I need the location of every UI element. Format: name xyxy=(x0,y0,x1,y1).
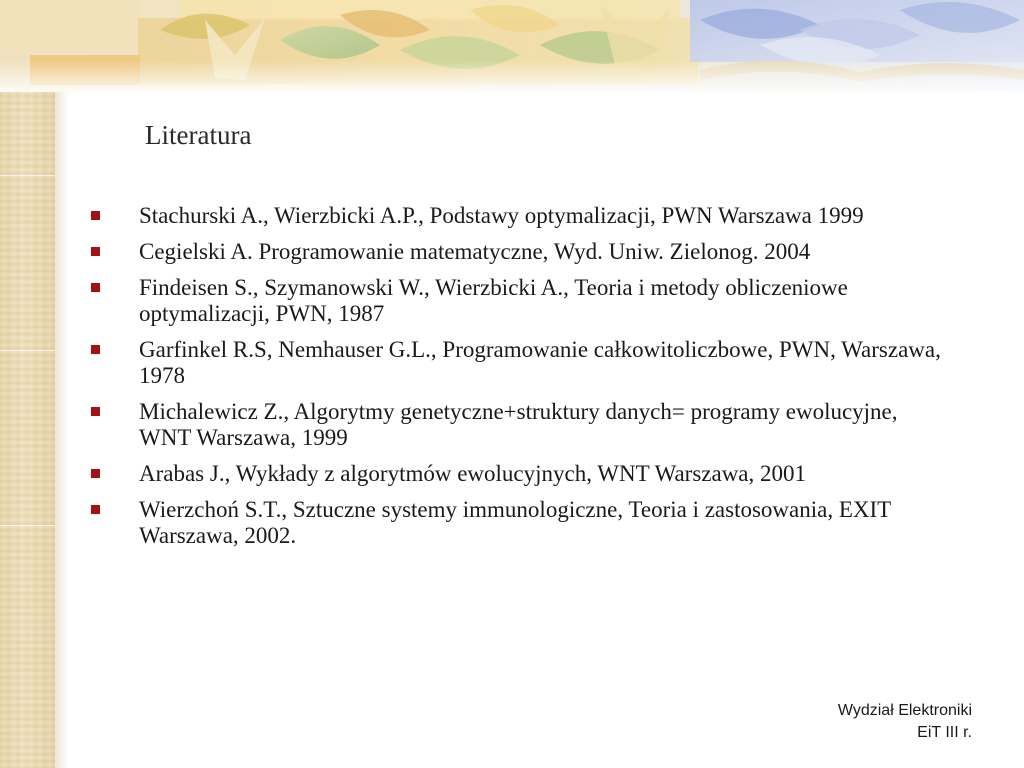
reference-item xyxy=(90,337,950,389)
reference-item xyxy=(90,203,950,229)
slide-footer xyxy=(838,700,972,744)
reference-item xyxy=(90,239,950,265)
reference-list xyxy=(90,203,950,559)
bullet-square-icon xyxy=(91,505,100,514)
footer-course: EiT III r. xyxy=(917,724,972,741)
strip-seam xyxy=(0,350,55,351)
reference-item xyxy=(90,497,950,549)
slide-title: Literatura xyxy=(145,120,252,150)
reference-text: Garfinkel R.S, Nemhauser G.L., Programowanie całkowitoliczbowe, PWN, Warszawa, 1978 xyxy=(139,337,941,388)
reference-text: Arabas J., Wykłady z algorytmów ewolucyjnych, WNT Warszawa, 2001 xyxy=(139,461,807,486)
strip-shadow xyxy=(55,90,69,768)
reference-item xyxy=(90,399,950,451)
reference-text: Michalewicz Z., Algorytmy genetyczne+struktury danych= programy ewolucyjne, WNT Warszawa, 1999 xyxy=(139,399,898,450)
bullet-square-icon xyxy=(91,283,100,292)
bullet-square-icon xyxy=(91,469,100,478)
bullet-square-icon xyxy=(91,407,100,416)
bullet-square-icon xyxy=(91,211,100,220)
left-parchment-strip xyxy=(0,0,55,768)
reference-text: Findeisen S., Szymanowski W., Wierzbicki A., Teoria i metody obliczeniowe optymalizacji, PWN, 1987 xyxy=(139,275,848,326)
bullet-square-icon xyxy=(91,247,100,256)
reference-text: Stachurski A., Wierzbicki A.P., Podstawy optymalizacji, PWN Warszawa 1999 xyxy=(139,203,864,228)
reference-item xyxy=(90,461,950,487)
reference-text: Wierzchoń S.T., Sztuczne systemy immunologiczne, Teoria i zastosowania, EXIT Warszawa, 2002. xyxy=(139,497,891,548)
bullet-square-icon xyxy=(91,345,100,354)
banner-fade xyxy=(0,60,1024,92)
decorative-banner xyxy=(0,0,1024,92)
reference-text: Cegielski A. Programowanie matematyczne, Wyd. Uniw. Zielonog. 2004 xyxy=(139,239,811,264)
footer-faculty: Wydział Elektroniki xyxy=(837,702,972,719)
reference-item xyxy=(90,275,950,327)
strip-seam xyxy=(0,525,55,526)
strip-seam xyxy=(0,175,55,176)
